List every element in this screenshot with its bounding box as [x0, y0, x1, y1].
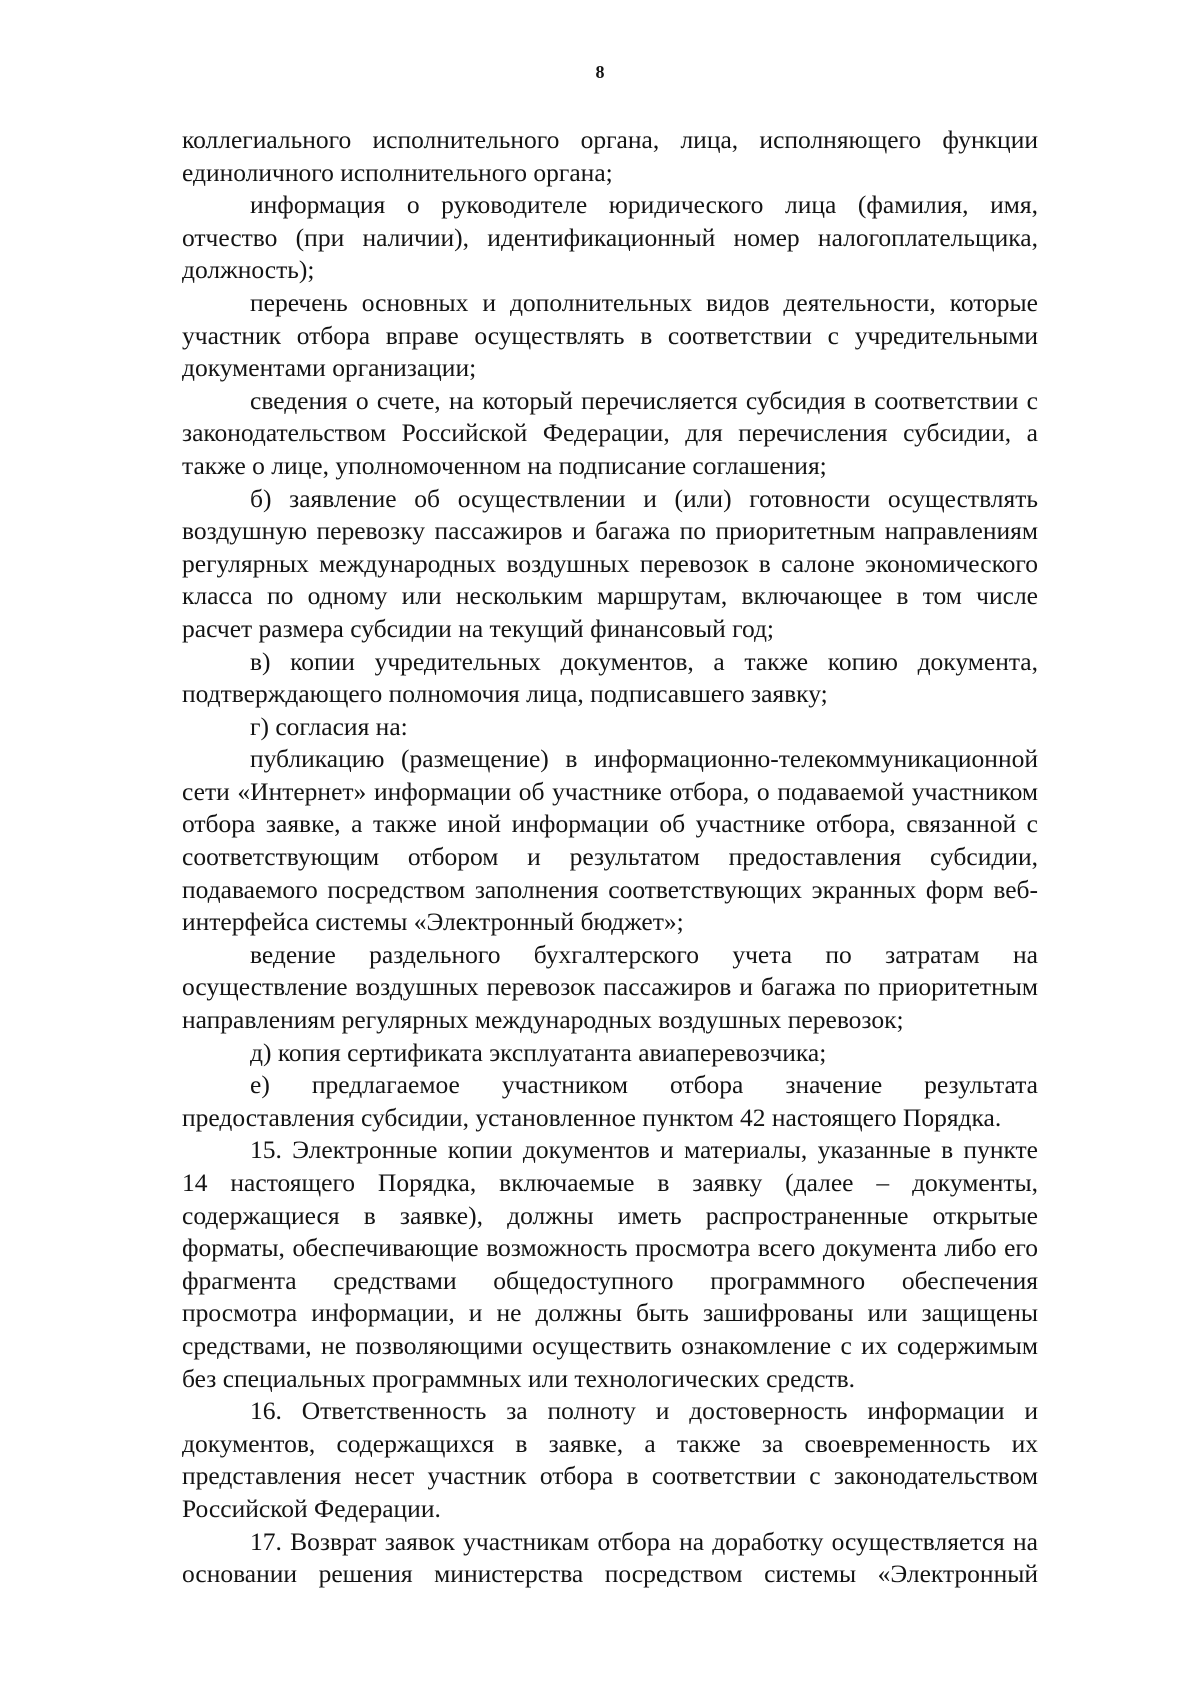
paragraph-clause-16: 16. Ответственность за полноту и достоверность информации и документов, содержащихся в заявке, а также за своевременность их представления несет участник отбора в соответствии с законодательством Российской Федерации.	[182, 1396, 1038, 1523]
paragraph-account-info: сведения о счете, на который перечисляется субсидия в соответствии с законодательством Российской Федерации, для перечисления субсидии, а также о лице, уполномоченном на подписание соглашения;	[182, 385, 1038, 480]
page-number: 8	[595, 62, 605, 82]
paragraph-item-d: д) копия сертификата эксплуатанта авиаперевозчика;	[250, 1037, 827, 1067]
paragraph-item-v: в) копии учредительных документов, а также копию документа, подтверждающего полномочия лица, подписавшего заявку;	[182, 646, 1038, 709]
document-body	[182, 124, 1038, 1591]
paragraph-clause-17: 17. Возврат заявок участникам отбора на доработку осуществляется на основании решения министерства посредством системы «Электронный	[182, 1526, 1038, 1589]
paragraph-governing-body: коллегиального исполнительного органа, лица, исполняющего функции единоличного исполнительного органа;	[182, 125, 1038, 187]
paragraph-publication-consent: публикацию (размещение) в информационно-телекоммуникационной сети «Интернет» информации об участнике отбора, о подаваемой участником отбора заявке, а также иной информации об участнике отбора, связанной с соответствующим отбором и результатом предоставления субсидии, подаваемого посредством заполнения соответствующих экранных форм веб-интерфейса системы «Электронный бюджет»;	[182, 744, 1038, 937]
paragraph-accounting-consent: ведение раздельного бухгалтерского учета по затратам на осуществление воздушных перевозок пассажиров и багажа по приоритетным направлениям регулярных международных воздушных перевозок;	[182, 939, 1038, 1035]
paragraph-item-b: б) заявление об осуществлении и (или) готовности осуществлять воздушную перевозку пассажиров и багажа по приоритетным направлениям регулярных международных воздушных перевозок в салоне экономического класса по одному или нескольким маршрутам, включающее в том числе расчет размера субсидии на текущий финансовый год;	[182, 483, 1038, 643]
paragraph-clause-15: 15. Электронные копии документов и материалы, указанные в пункте 14 настоящего Порядка, включаемые в заявку (далее – документы, содержащиеся в заявке), должны иметь распространенные открытые форматы, обеспечивающие возможность просмотра всего документа либо его фрагмента средствами общедоступного программного обеспечения просмотра информации, и не должны быть зашифрованы или защищены средствами, не позволяющими осуществить ознакомление с их содержимым без специальных программных или технологических средств.	[182, 1135, 1038, 1393]
paragraph-item-g: г) согласия на:	[250, 711, 408, 741]
paragraph-head-info: информация о руководителе юридического лица (фамилия, имя, отчество (при наличии), идентификационный номер налогоплательщика, должность);	[182, 190, 1038, 285]
paragraph-activities-list: перечень основных и дополнительных видов деятельности, которые участник отбора вправе осуществлять в соответствии с учредительными документами организации;	[182, 287, 1038, 383]
paragraph-item-e: е) предлагаемое участником отбора значение результата предоставления субсидии, установленное пунктом 42 настоящего Порядка.	[182, 1070, 1038, 1132]
